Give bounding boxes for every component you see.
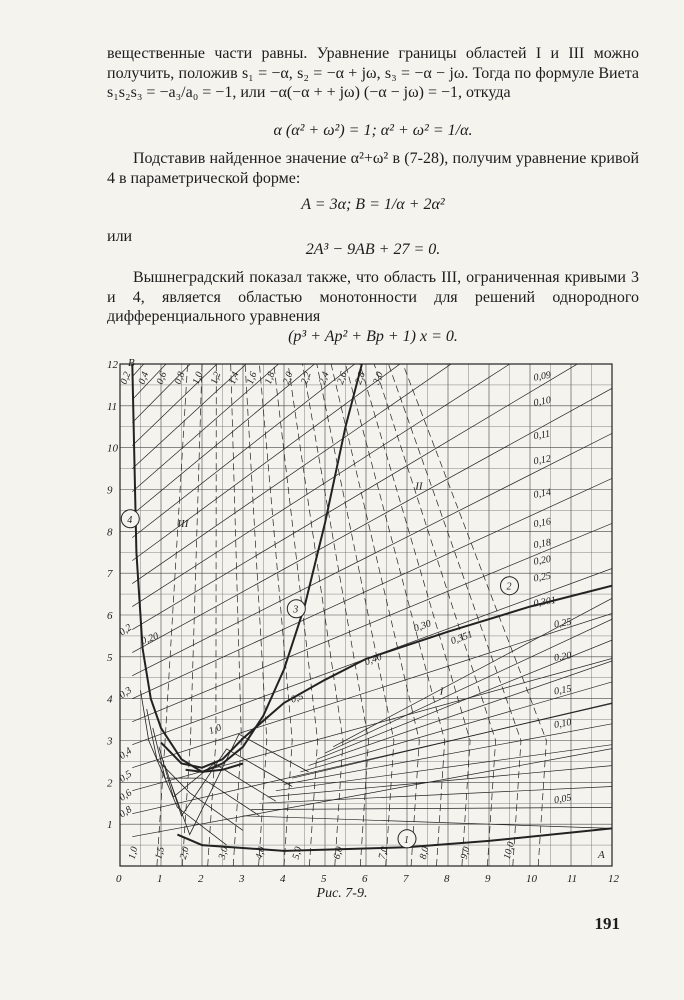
- dashed-bottom-label: 8,0: [417, 845, 432, 861]
- dashed-top-label: 2,4: [317, 370, 332, 386]
- region-label-I: I: [439, 685, 444, 698]
- dashed-bottom-label: 6,0: [331, 845, 346, 861]
- y-tick-label: 11: [107, 400, 118, 413]
- dashed-bottom-label: 3,0: [216, 845, 231, 861]
- equation-3: 2A³ − 9AB + 27 = 0.: [305, 241, 441, 258]
- vyshnegradsky-diagram: [0, 350, 684, 890]
- y-tick-label: 6: [107, 610, 113, 622]
- dashed-top-label: 0,4: [136, 370, 152, 386]
- family-line: [132, 523, 612, 721]
- dashed-top-label: 2,8: [353, 370, 368, 386]
- x-tick-label: 8: [444, 873, 450, 885]
- right-label: 0,05: [553, 792, 573, 807]
- x-tick-label: 1: [157, 873, 163, 885]
- right-label: 0,16: [532, 516, 552, 531]
- dashed-top-label: 1,6: [244, 370, 260, 386]
- dashed-top-label: 2,6: [335, 370, 350, 386]
- page-number: 191: [594, 914, 620, 933]
- equation-2: A = 3α; B = 1/α + 2α²: [301, 196, 445, 213]
- x-tick-label: 4: [280, 873, 286, 885]
- right-label: 0,20: [532, 553, 552, 568]
- dashed-top-label: 1,0: [190, 370, 206, 386]
- family-line: [132, 350, 612, 354]
- dashed-top-label: 0,2: [118, 370, 134, 386]
- left-curve-label: 0,2: [117, 622, 135, 639]
- right-label: 0,12: [532, 453, 552, 468]
- left-curve-label: 0,8: [117, 804, 135, 821]
- right-label: 0,14: [532, 486, 552, 501]
- dashed-top-label: 1,4: [226, 370, 242, 386]
- dashed-bottom-label: 2,0: [177, 845, 192, 861]
- dashed-top-label: 2,2: [299, 370, 314, 386]
- y-axis-label: B: [128, 357, 135, 369]
- x-tick-label: 2: [198, 873, 204, 885]
- right-label: 0,18: [532, 537, 552, 552]
- inner-annotation: 1,0: [207, 722, 223, 738]
- dashed-bottom-label: 10,0: [501, 840, 517, 861]
- y-tick-label: 4: [107, 693, 113, 706]
- main-curve-4: [132, 364, 243, 772]
- dashed-bottom-label: 4,0: [253, 845, 268, 861]
- y-tick-label: 9: [107, 484, 113, 497]
- family-line: [132, 350, 612, 469]
- dashed-bottom-label: 9,0: [458, 845, 473, 861]
- inner-annotation: 0,351: [449, 629, 475, 648]
- dashed-top-label: 1,2: [208, 370, 224, 386]
- main-curve-1: [177, 828, 612, 851]
- equation-1: α (α² + ω²) = 1; α² + ω² = 1/α.: [273, 122, 473, 139]
- dashed-top-label: 0,6: [154, 370, 170, 386]
- family-line: [132, 749, 612, 837]
- family-line: [132, 350, 612, 607]
- fan-line: [268, 766, 612, 797]
- dashed-top-label: 2,0: [280, 370, 296, 386]
- dashed-bottom-label: 5,0: [290, 845, 305, 861]
- left-curve: [159, 747, 276, 801]
- y-tick-label: 7: [107, 568, 113, 581]
- dashed-top-label: 1,8: [262, 370, 278, 386]
- paragraph-1: вещественные части равны. Уравнение границы областей I и III можно получить, положив s₁ = −α, s₂ = −α + jω, s₃ = −α − jω. Тогда по формуле Виета s₁s₂s₃ = −a₃/a₀ = −1, или −α(−α + + jω) (−α − jω) = −1, откуда: [107, 45, 639, 101]
- curve-number-4: 4: [127, 514, 133, 526]
- x-axis-label: A: [598, 849, 605, 861]
- dashed-bottom-label: 1,0: [126, 845, 141, 861]
- x-tick-label: 0: [116, 873, 122, 885]
- x-tick-label: 5: [321, 873, 327, 885]
- y-tick-label: 8: [107, 526, 113, 539]
- word-ili: или: [107, 228, 133, 245]
- y-tick-label: 1: [107, 819, 113, 832]
- x-tick-label: 7: [403, 873, 409, 885]
- left-curve-label: 0,3: [117, 684, 135, 702]
- left-curve-label: 0,4: [117, 745, 135, 762]
- curve-number-1: 1: [404, 834, 409, 846]
- x-tick-label: 3: [239, 873, 245, 885]
- x-tick-label: 12: [608, 873, 619, 885]
- inner-annotation: 0,5: [289, 691, 305, 706]
- y-tick-label: 5: [107, 651, 113, 664]
- region-label-II: II: [415, 480, 423, 493]
- right-label: 0,20: [553, 650, 573, 664]
- inner-annotation: 0,40: [363, 651, 384, 669]
- y-tick-label: 10: [107, 442, 118, 455]
- paragraph-3: Вышнеградский показал также, что область III, ограниченная кривыми 3 и 4, является областью монотонности для решений однородного дифференциального уравнения: [107, 269, 639, 325]
- x-tick-label: 11: [567, 873, 578, 885]
- x-tick-label: 9: [485, 873, 491, 885]
- right-label: 0,301: [532, 594, 557, 610]
- y-tick-label: 12: [107, 359, 118, 371]
- right-label: 0,10: [553, 717, 573, 731]
- inner-annotation: 0,30: [412, 618, 433, 635]
- right-label: 0,11: [532, 428, 552, 443]
- dashed-bottom-label: 7,0: [376, 845, 391, 861]
- left-curve-label: 0,6: [117, 787, 135, 804]
- curve-number-2: 2: [506, 581, 512, 593]
- right-label: 0,15: [553, 683, 573, 698]
- right-label: 0,09: [532, 369, 552, 384]
- x-tick-label: 6: [362, 873, 368, 885]
- dashed-bottom-label: 1,5: [153, 845, 168, 861]
- x-tick-label: 10: [526, 873, 537, 885]
- right-label: 0,10: [532, 394, 552, 409]
- family-line: [132, 433, 612, 675]
- right-label: 0,25: [553, 616, 573, 631]
- region-label-III: III: [177, 518, 189, 531]
- y-tick-label: 3: [107, 735, 113, 748]
- paragraph-2: Подставив найденное значение α²+ω² в (7-28), получим уравнение кривой 4 в параметрической форме:: [107, 150, 639, 187]
- right-label: 0,25: [532, 570, 552, 585]
- dashed-top-label: 0,8: [172, 370, 188, 386]
- figure-caption: Рис. 7-9.: [316, 886, 368, 901]
- y-tick-label: 2: [107, 777, 113, 790]
- left-curve-label: 0,5: [117, 768, 135, 785]
- inner-annotation: 0,20: [139, 630, 161, 648]
- equation-4: (p³ + Ap² + Bp + 1) x = 0.: [288, 328, 458, 345]
- fan-line: [251, 807, 612, 809]
- curve-number-3: 3: [293, 604, 299, 616]
- dashed-top-label: 3,0: [371, 370, 386, 386]
